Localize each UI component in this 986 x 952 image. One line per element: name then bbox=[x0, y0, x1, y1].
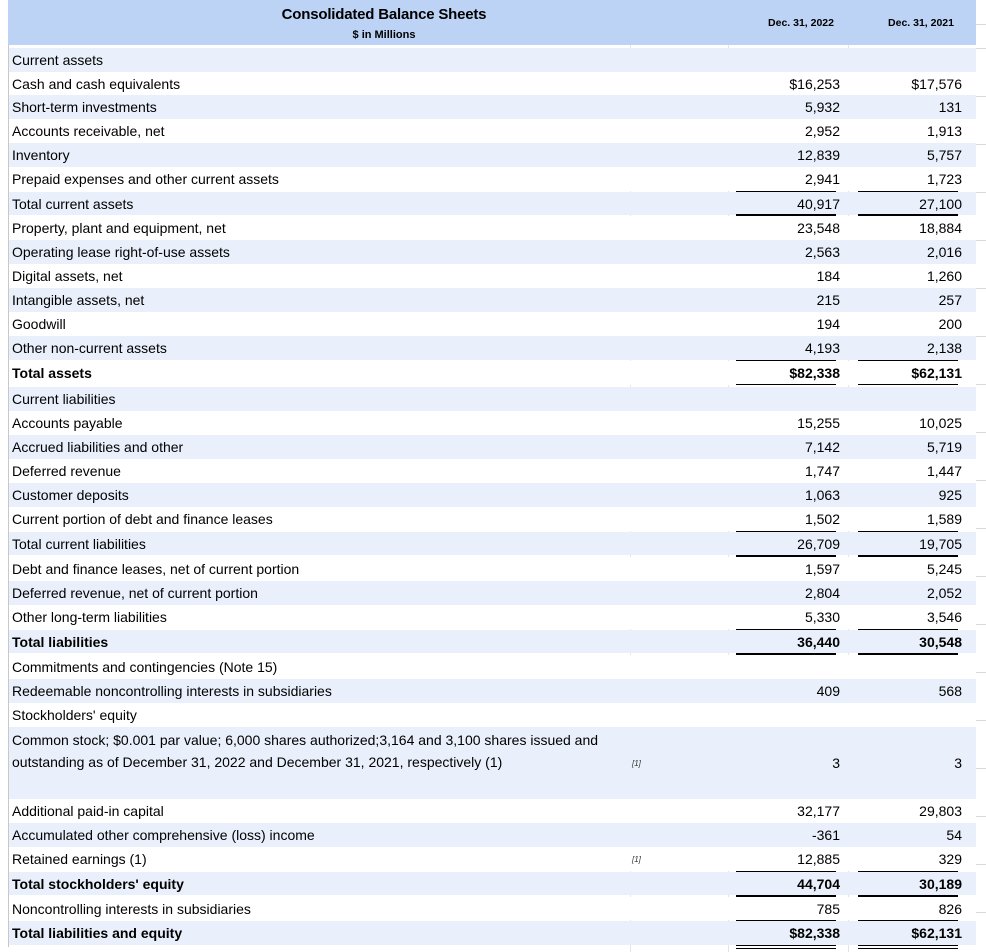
row-label: Intangible assets, net bbox=[12, 292, 145, 308]
value-2021: 1,589 bbox=[926, 511, 962, 527]
value-2021: 3 bbox=[954, 755, 962, 771]
value-2022: 36,440 bbox=[797, 633, 840, 650]
gridline bbox=[976, 768, 986, 769]
gridline bbox=[976, 480, 986, 481]
table-row bbox=[8, 72, 976, 95]
footnote-ref[interactable]: [1] bbox=[632, 758, 641, 768]
gridline bbox=[976, 816, 986, 817]
table-row bbox=[8, 95, 976, 119]
value-2021: $62,131 bbox=[911, 925, 962, 941]
value-2021: 3,546 bbox=[926, 609, 962, 625]
section-heading bbox=[8, 655, 976, 679]
table-row bbox=[8, 799, 976, 823]
row-label: Total assets bbox=[12, 365, 92, 381]
gridline bbox=[976, 192, 986, 193]
gridline bbox=[976, 864, 986, 865]
total-row bbox=[8, 921, 976, 945]
section-heading bbox=[8, 48, 976, 72]
table-header bbox=[8, 0, 976, 45]
table-row bbox=[8, 459, 976, 483]
table-row bbox=[8, 167, 976, 191]
value-2021: 2,052 bbox=[926, 585, 962, 601]
table-row bbox=[8, 288, 976, 312]
value-2022: $16,253 bbox=[789, 75, 840, 92]
value-2022: 2,941 bbox=[804, 171, 840, 187]
gridline bbox=[976, 336, 986, 337]
subtotal-row bbox=[8, 192, 976, 215]
row-label: Current assets bbox=[12, 52, 104, 68]
row-label: Current liabilities bbox=[12, 391, 116, 407]
gridline bbox=[976, 288, 986, 289]
row-label: Customer deposits bbox=[12, 487, 129, 503]
section-heading bbox=[8, 703, 976, 727]
table-title: Consolidated Balance Sheets bbox=[281, 6, 487, 23]
table-row bbox=[8, 557, 976, 581]
row-label: Cash and cash equivalents bbox=[12, 75, 181, 92]
row-label: Accounts receivable, net bbox=[12, 123, 165, 139]
value-2021: 568 bbox=[938, 683, 962, 699]
row-label: Accounts payable bbox=[12, 415, 123, 431]
gridline bbox=[976, 48, 986, 49]
row-label: Accrued liabilities and other bbox=[12, 439, 184, 455]
row-label: Goodwill bbox=[12, 316, 66, 332]
total-rule bbox=[736, 945, 836, 949]
value-2022: 5,932 bbox=[804, 99, 840, 115]
value-2021: 826 bbox=[938, 900, 962, 917]
value-2021: 19,705 bbox=[919, 535, 962, 552]
value-2022: 15,255 bbox=[797, 415, 840, 431]
gridline bbox=[976, 240, 986, 241]
row-label: Redeemable noncontrolling interests in subsidiaries bbox=[12, 683, 332, 699]
value-2021: 329 bbox=[938, 851, 962, 867]
table-row bbox=[8, 507, 976, 531]
value-2021: 257 bbox=[938, 292, 962, 308]
row-label: Common stock; $0.001 par value; 6,000 shares authorized;3,164 and 3,100 shares issued and outstanding as of December 31, 2022 and December 31, 2021, respectively (1) bbox=[12, 732, 599, 770]
value-2022: 785 bbox=[816, 900, 840, 917]
table-row bbox=[8, 336, 976, 360]
value-2021: 200 bbox=[938, 316, 962, 332]
value-2022: 194 bbox=[816, 316, 840, 332]
value-2021: 29,803 bbox=[919, 803, 962, 819]
value-2021: 131 bbox=[938, 99, 962, 115]
value-2022: 2,952 bbox=[804, 123, 840, 139]
gridline bbox=[976, 432, 986, 433]
row-label: Property, plant and equipment, net bbox=[12, 220, 226, 236]
row-label: Deferred revenue bbox=[12, 463, 121, 479]
value-2022: 409 bbox=[816, 683, 840, 699]
value-2022: 23,548 bbox=[797, 220, 840, 236]
row-label: Retained earnings (1) bbox=[12, 851, 147, 867]
total-row bbox=[8, 872, 976, 895]
table-row bbox=[8, 483, 976, 507]
value-2022: 26,709 bbox=[797, 535, 840, 552]
value-2021: 30,548 bbox=[919, 633, 962, 650]
total-rule bbox=[858, 945, 958, 949]
gridline bbox=[976, 576, 986, 577]
table-row bbox=[8, 847, 976, 871]
value-2022: 2,563 bbox=[804, 244, 840, 260]
value-2021: 1,723 bbox=[926, 171, 962, 187]
value-2022: 4,193 bbox=[804, 340, 840, 356]
row-label: Inventory bbox=[12, 147, 70, 163]
column-header-2022: Dec. 31, 2022 bbox=[768, 17, 834, 29]
value-2021: 1,447 bbox=[926, 463, 962, 479]
table-units: $ in Millions bbox=[352, 29, 416, 41]
value-2022: 7,142 bbox=[804, 439, 840, 455]
value-2022: 5,330 bbox=[804, 609, 840, 625]
row-label: Digital assets, net bbox=[12, 268, 123, 284]
table-row bbox=[8, 119, 976, 143]
value-2022: -361 bbox=[811, 827, 840, 843]
row-label: Total current assets bbox=[12, 195, 134, 212]
column-header-2021: Dec. 31, 2021 bbox=[888, 17, 954, 29]
value-2021: $62,131 bbox=[911, 365, 962, 381]
row-label: Stockholders' equity bbox=[12, 707, 137, 723]
value-2022: 3 bbox=[832, 755, 840, 771]
gridline bbox=[976, 624, 986, 625]
table-row bbox=[8, 312, 976, 336]
value-2022: 184 bbox=[816, 268, 840, 284]
row-label: Prepaid expenses and other current assets bbox=[12, 171, 279, 187]
table-row bbox=[8, 679, 976, 703]
table-row bbox=[8, 411, 976, 435]
gridline bbox=[976, 672, 986, 673]
table-row bbox=[8, 240, 976, 264]
sheet-gutter bbox=[976, 0, 986, 952]
row-label: Additional paid-in capital bbox=[12, 803, 164, 819]
value-2021: 30,189 bbox=[919, 875, 962, 892]
value-2021: 5,757 bbox=[926, 147, 962, 163]
value-2022: 1,063 bbox=[804, 487, 840, 503]
value-2021: 5,719 bbox=[926, 439, 962, 455]
total-row bbox=[8, 361, 976, 385]
value-2022: 12,839 bbox=[797, 147, 840, 163]
row-label: Accumulated other comprehensive (loss) income bbox=[12, 827, 315, 843]
row-label: Commitments and contingencies (Note 15) bbox=[12, 659, 278, 675]
value-2021: 2,016 bbox=[926, 244, 962, 260]
row-label: Other non-current assets bbox=[12, 340, 167, 356]
row-label: Other long-term liabilities bbox=[12, 609, 167, 625]
value-2022: $82,338 bbox=[789, 925, 840, 941]
value-2021: 2,138 bbox=[926, 340, 962, 356]
table-row bbox=[8, 897, 976, 920]
gridline bbox=[976, 96, 986, 97]
row-label: Total current liabilities bbox=[12, 535, 146, 552]
row-label: Short-term investments bbox=[12, 99, 157, 115]
value-2021: 54 bbox=[946, 827, 962, 843]
value-2021: 10,025 bbox=[919, 415, 962, 431]
total-row bbox=[8, 630, 976, 653]
table-row bbox=[8, 143, 976, 167]
row-label: Total liabilities bbox=[12, 633, 109, 650]
row-label: Total stockholders' equity bbox=[12, 875, 184, 892]
row-label: Noncontrolling interests in subsidiaries bbox=[12, 900, 251, 917]
gridline bbox=[976, 384, 986, 385]
row-label: Deferred revenue, net of current portion bbox=[12, 585, 258, 601]
value-2022: 1,597 bbox=[804, 561, 840, 577]
value-2021: 1,260 bbox=[926, 268, 962, 284]
gridline bbox=[976, 528, 986, 529]
row-label: Current portion of debt and finance leases bbox=[12, 511, 273, 527]
row-label: Debt and finance leases, net of current portion bbox=[12, 561, 300, 577]
table-row bbox=[8, 581, 976, 605]
value-2022: 1,747 bbox=[804, 463, 840, 479]
value-2022: 1,502 bbox=[804, 511, 840, 527]
gridline bbox=[976, 912, 986, 913]
value-2021: 18,884 bbox=[919, 220, 962, 236]
value-2022: 215 bbox=[816, 292, 840, 308]
table-row bbox=[8, 216, 976, 240]
value-2021: 925 bbox=[938, 487, 962, 503]
table-row bbox=[8, 823, 976, 847]
value-2021: 27,100 bbox=[919, 195, 962, 212]
value-2022: $82,338 bbox=[789, 365, 840, 381]
value-2022: 12,885 bbox=[797, 851, 840, 867]
gridline bbox=[976, 720, 986, 721]
table-row bbox=[8, 435, 976, 459]
row-label: Total liabilities and equity bbox=[12, 925, 183, 941]
section-heading bbox=[8, 387, 976, 411]
table-row bbox=[8, 264, 976, 288]
table-row bbox=[8, 605, 976, 629]
subtotal-row bbox=[8, 532, 976, 555]
gridline bbox=[976, 24, 986, 25]
row-label: Operating lease right-of-use assets bbox=[12, 244, 230, 260]
footnote-ref[interactable]: [1] bbox=[632, 854, 641, 864]
gridline bbox=[976, 144, 986, 145]
value-2021: 1,913 bbox=[926, 123, 962, 139]
table-row bbox=[8, 727, 976, 799]
value-2021: 5,245 bbox=[926, 561, 962, 577]
table-border bbox=[8, 45, 9, 947]
value-2022: 44,704 bbox=[797, 875, 840, 892]
value-2022: 2,804 bbox=[804, 585, 840, 601]
value-2021: $17,576 bbox=[911, 75, 962, 92]
value-2022: 32,177 bbox=[797, 803, 840, 819]
value-2022: 40,917 bbox=[797, 195, 840, 212]
